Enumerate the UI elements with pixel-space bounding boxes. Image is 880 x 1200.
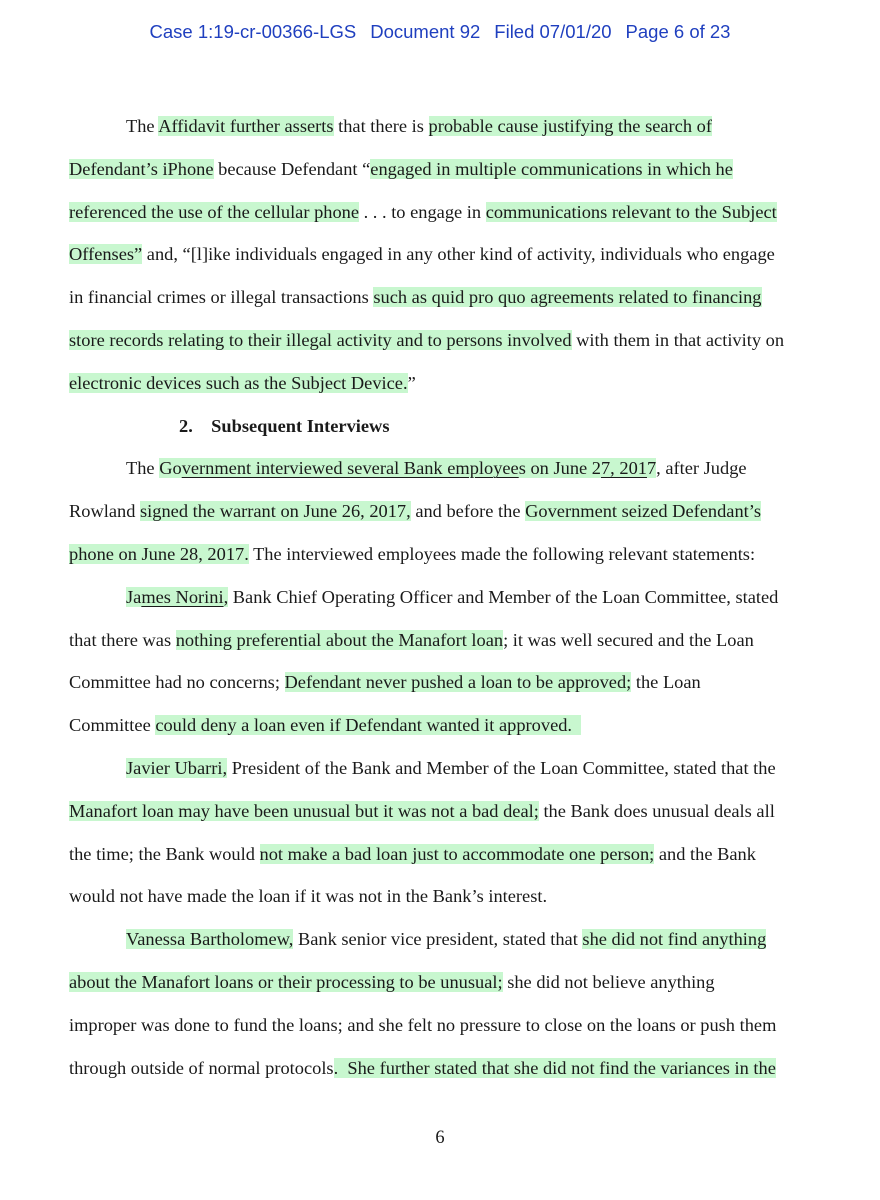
paragraph-affidavit-line: in financial crimes or illegal transactions such as quid pro quo agreements related to financing xyxy=(69,287,762,308)
highlight: Defendant’s iPhone xyxy=(69,158,214,179)
highlight: not make a bad loan just to accommodate one person; xyxy=(259,843,655,864)
highlight: phone on June 28, 2017. xyxy=(69,543,249,564)
highlight: electronic devices such as the Subject Device. xyxy=(69,372,408,393)
paragraph-bartholomew-line: about the Manafort loans or their processing to be unusual; she did not believe anything xyxy=(69,971,715,992)
paragraph-ubarri-line: would not have made the loan if it was not in the Bank’s interest. xyxy=(69,886,548,907)
court-filing-header xyxy=(0,21,880,43)
page-indicator: Page 6 of 23 xyxy=(625,21,731,42)
highlight: . She further stated that she did not find the variances in the xyxy=(333,1057,776,1078)
paragraph-affidavit-line: referenced the use of the cellular phone . . . to engage in communications relevant to the Subject xyxy=(69,201,777,222)
document-number: Document 92 xyxy=(370,21,481,42)
highlight: s xyxy=(518,458,526,479)
highlight: Government seized Defendant’s xyxy=(525,501,762,522)
document-body xyxy=(69,105,797,1089)
section-heading: 2. Subsequent Interviews xyxy=(179,415,390,436)
highlight: communications relevant to the Subject xyxy=(485,201,777,222)
highlight: store records relating to their illegal activity and to persons involved xyxy=(69,329,572,350)
paragraph-norini-line: that there was nothing preferential about the Manafort loan; it was well secured and the Loan xyxy=(69,629,754,650)
highlight: Manafort loan may have been unusual but it was not a bad deal; xyxy=(69,800,539,821)
paragraph-ubarri-line: the time; the Bank would not make a bad loan just to accommodate one person; and the Bank xyxy=(69,843,756,864)
highlight: about the Manafort loans or their processing to be unusual; xyxy=(69,971,503,992)
paragraph-affidavit-line: Defendant’s iPhone because Defendant “engaged in multiple communications in which he xyxy=(69,158,733,179)
paragraph-interviews-line: phone on June 28, 2017. The interviewed employees made the following relevant statements: xyxy=(69,543,756,564)
highlight: , xyxy=(223,586,229,607)
highlight: Defendant never pushed a loan to be approved; xyxy=(284,672,632,693)
highlight: Affidavit further asserts xyxy=(158,116,334,136)
paragraph-affidavit-line: Offenses” and, “[l]ike individuals engaged in any other kind of activity, individuals who engage xyxy=(69,244,775,265)
paragraph-bartholomew-line: improper was done to fund the loans; and she felt no pressure to close on the loans or push them xyxy=(69,1014,777,1035)
highlight: such as quid pro quo agreements related to financing xyxy=(373,287,762,308)
paragraph-interviews-line: The Government interviewed several Bank employees on June 27, 2017, after Judge xyxy=(126,458,747,479)
highlight: probable cause justifying the search of xyxy=(428,116,712,136)
highlight: Vanessa Bartholomew, xyxy=(126,929,294,950)
paragraph-ubarri-line: Javier Ubarri, President of the Bank and Member of the Loan Committee, stated that the xyxy=(126,757,776,778)
paragraph-affidavit-line: electronic devices such as the Subject Device.” xyxy=(69,372,416,393)
filed-date: Filed 07/01/20 xyxy=(494,21,612,42)
paragraph-bartholomew-line: Vanessa Bartholomew, Bank senior vice president, stated that she did not find anything xyxy=(126,929,767,950)
paragraph-norini-line: James Norini, Bank Chief Operating Officer and Member of the Loan Committee, stated xyxy=(126,586,779,607)
case-number: Case 1:19-cr-00366-LGS xyxy=(149,21,357,42)
paragraph-affidavit-line: store records relating to their illegal activity and to persons involved with them in that activity on xyxy=(69,329,785,350)
highlight-underlined: vernment interviewed several Bank employee xyxy=(181,458,519,479)
highlight: nothing preferential about the Manafort loan xyxy=(175,629,504,650)
paragraph-bartholomew-line: through outside of normal protocols. She further stated that she did not find the variances in the xyxy=(69,1057,776,1078)
highlight: she did not find anything xyxy=(582,929,767,950)
highlight: 7 xyxy=(646,458,657,479)
highlight: Offenses” xyxy=(69,244,143,265)
highlight: engaged in multiple communications in which he xyxy=(370,158,733,179)
highlight: on June 2 xyxy=(525,458,601,479)
paragraph-ubarri-line: Manafort loan may have been unusual but it was not a bad deal; the Bank does unusual deals all xyxy=(69,800,775,821)
paragraph-norini-line: Committee had no concerns; Defendant never pushed a loan to be approved; the Loan xyxy=(69,672,701,693)
highlight-underlined: mes Norini xyxy=(141,586,224,607)
paragraph-affidavit-line: The Affidavit further asserts that there is probable cause justifying the search of xyxy=(126,116,712,136)
page-number: 6 xyxy=(435,1128,445,1148)
highlight: Ja xyxy=(126,586,142,607)
highlight-underlined: 7, 201 xyxy=(600,458,647,479)
paragraph-interviews-line: Rowland signed the warrant on June 26, 2017, and before the Government seized Defendant’s xyxy=(69,501,762,522)
highlight: referenced the use of the cellular phone xyxy=(69,201,360,222)
highlight: could deny a loan even if Defendant wanted it approved. xyxy=(155,715,582,736)
highlight: Go xyxy=(159,458,182,479)
highlight: signed the warrant on June 26, 2017, xyxy=(140,501,411,522)
highlight: Javier Ubarri, xyxy=(126,757,228,778)
paragraph-norini-line: Committee could deny a loan even if Defendant wanted it approved. xyxy=(69,715,582,736)
